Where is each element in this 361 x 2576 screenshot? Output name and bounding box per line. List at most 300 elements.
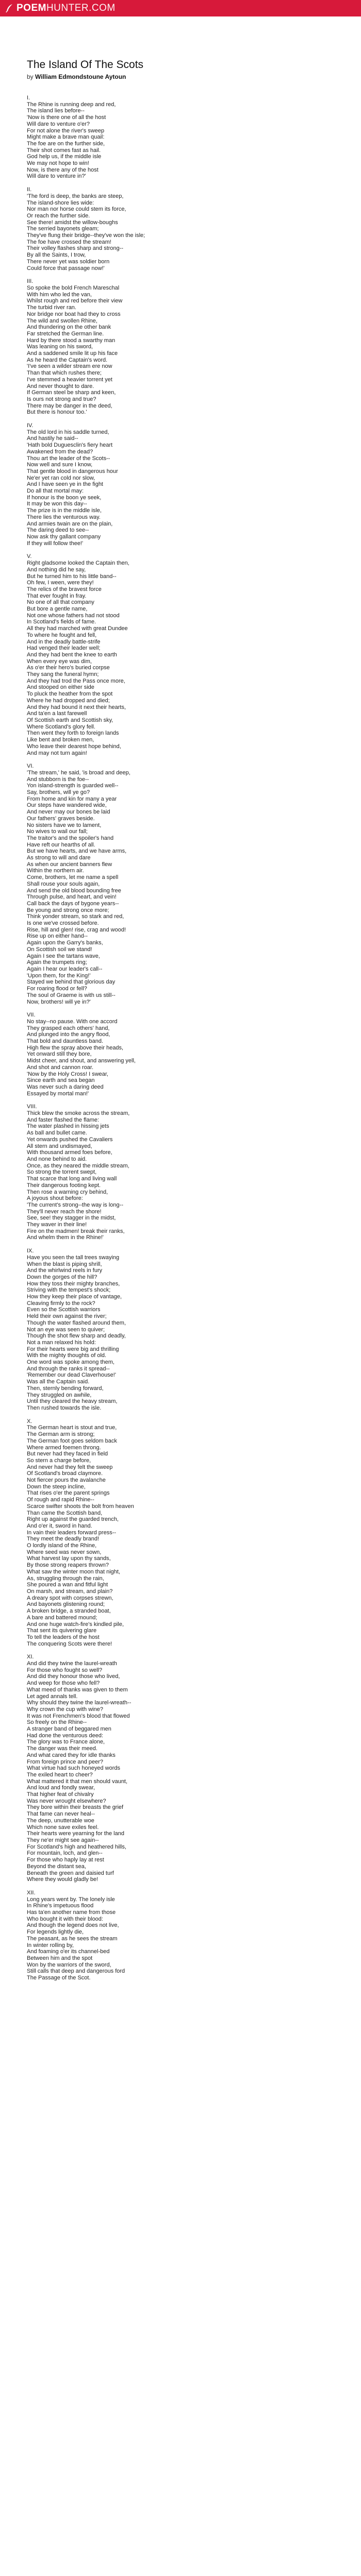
poem-line: No stay--no pause. With one accord: [27, 1018, 118, 1025]
poem-line: Will dare to venture in?': [27, 173, 86, 180]
poem-line: Than that which rushes there;: [27, 370, 102, 377]
poem-line: The danger was their meed.: [27, 1745, 97, 1752]
stanza-number: VI.: [27, 763, 34, 770]
poem-line: Ne'er yet ran cold nor slow,: [27, 474, 95, 481]
poem-line: What saw the winter moon that night,: [27, 1568, 120, 1575]
poem-title: The Island Of The Scots: [27, 59, 144, 71]
poem-line: The Passage of the Scot.: [27, 1975, 91, 1981]
stanza: [27, 763, 336, 1005]
poem-line: So spoke the bold French Mareschal: [27, 284, 120, 291]
poem-line: The German foot goes seldom back: [27, 1437, 117, 1444]
poem-line: For those who haply lay at rest: [27, 1857, 104, 1863]
poem-line: All they had marched with great Dundee: [27, 625, 128, 632]
poem-line: But there is honour too.': [27, 409, 87, 416]
poem-line: Though the water flashed around them,: [27, 1319, 126, 1326]
poem-line: There never yet was soldier born: [27, 258, 110, 265]
poem-line: Of Scottish earth and Scottish sky,: [27, 717, 113, 723]
poem-line: And plunged into the angry flood,: [27, 1031, 110, 1038]
poem-line: Have you seen the tall trees swaying: [27, 1254, 120, 1261]
poem-line: Do all that mortal may:: [27, 488, 84, 495]
poem-line: The foe are on the further side,: [27, 140, 105, 147]
poem-line: That ever fought in fray.: [27, 592, 87, 599]
poem-line: And ta'en a last farewell: [27, 710, 87, 717]
poem-line: As ball and bullet came.: [27, 1130, 87, 1137]
poem-line: Let aged annals tell.: [27, 1693, 78, 1700]
poem-line: Beneath the green and daisied turf: [27, 1870, 114, 1876]
poem-line: Hard by there stood a swarthy man: [27, 337, 116, 344]
poem-line: Of Scotland's broad claymore.: [27, 1470, 103, 1477]
poem-line: Was never such a daring deed: [27, 1083, 104, 1090]
poem-line: That bold and dauntless band.: [27, 1038, 104, 1045]
poem-line: If honour is the boon ye seek,: [27, 494, 102, 501]
poem-line: Thou art the leader of the Scots--: [27, 455, 110, 462]
poem-line: The exiled heart to cheer?: [27, 1771, 93, 1778]
poem-line: And a saddened smile lit up his face: [27, 350, 118, 357]
poem-line: And through the ranks it spread--: [27, 1365, 110, 1372]
poem-line: From home and kin for many a year: [27, 795, 117, 802]
poem-line: And in the deadly battle-strife: [27, 638, 101, 645]
poem-line: 'Remember our dead Claverhouse!': [27, 1372, 116, 1379]
poem-line: And loud and fondly swear,: [27, 1785, 95, 1791]
poem-line: I've stemmed a heavier torrent yet: [27, 376, 112, 383]
poem-line: Far stretched the German line.: [27, 330, 104, 337]
poem-line: Right gladsome looked the Captain then,: [27, 560, 129, 567]
poem-line: The German arm is strong;: [27, 1431, 95, 1438]
poem-line: Like bent and broken men,: [27, 737, 94, 743]
poem-line: Cleaving firmly to the rock?: [27, 1300, 95, 1307]
poem-line: Of rough and rapid Rhine--: [27, 1497, 94, 1503]
poem-line: 'The stream,' he said, 'is broad and deep,: [27, 769, 130, 776]
poem-line: And did they twine the laurel-wreath: [27, 1660, 117, 1667]
poem-line: It was not Frenchmen's blood that flowed: [27, 1713, 130, 1719]
poem-line: And though the legend does not live,: [27, 1922, 119, 1929]
stanza: [27, 1012, 336, 1097]
poem-line: By all the Saints, I trow,: [27, 252, 86, 259]
poem-line: Where he had dropped and died;: [27, 697, 110, 704]
poem-line: They've flung their bridge--they've won the isle;: [27, 232, 145, 239]
poem-line: The traitor's and the spoiler's hand: [27, 835, 114, 841]
poem-line: Again I hear our leader's call--: [27, 966, 103, 972]
stanza: [27, 1890, 336, 1981]
poem-line: The old lord in his saddle turned,: [27, 429, 109, 435]
poem-line: And foaming o'er its channel-bed: [27, 1948, 110, 1955]
poem-line: They bore within their breasts the grief: [27, 1804, 124, 1811]
poem-line: Was never wrought elsewhere?: [27, 1798, 106, 1804]
poem-line: Rise, hill and glen! rise, crag and wood!: [27, 926, 126, 933]
poem-line: A stranger band of beggared men: [27, 1726, 111, 1733]
stanza-number: IX.: [27, 1248, 34, 1255]
poem-line: To tell the leaders of the host: [27, 1634, 100, 1640]
stanza-number: VIII.: [27, 1104, 37, 1110]
poem-line: Within the northern air.: [27, 868, 84, 874]
poem-line: How they toss their mighty branches,: [27, 1280, 120, 1287]
poem-line: O lordly island of the Rhine,: [27, 1543, 97, 1549]
poem-line: Though the shot flew sharp and deadly,: [27, 1333, 126, 1340]
poem-line: Through pulse, and heart, and vein!: [27, 894, 117, 901]
poem-line: Won by the warriors of the sword,: [27, 1961, 111, 1968]
poem-line: The soul of Graeme is with us still--: [27, 992, 116, 998]
stanza-number: II.: [27, 187, 32, 193]
poem-line: Fire on the madmen! break their ranks,: [27, 1228, 125, 1234]
poem-line: On Scottish soil we stand!: [27, 946, 92, 953]
poem-line: If they will follow thee!': [27, 540, 84, 547]
poem-line: Say, brothers, will ye go?: [27, 789, 90, 796]
poem-line: We may not hope to win!: [27, 160, 89, 167]
poem-line: There lies the venturous way.: [27, 514, 101, 520]
poem-line: No one of all that company: [27, 599, 94, 606]
poem-line: And never thought to dare.: [27, 383, 94, 389]
poem-line: For not alone the river's sweep: [27, 127, 105, 134]
poem-line: And they had trod the Pass once more,: [27, 677, 125, 684]
poem-line: In Scotland's fields of fame.: [27, 619, 96, 625]
poem-line: The foe have crossed the stream!: [27, 239, 111, 245]
poem-line: With thousand armed foes before,: [27, 1149, 112, 1156]
poem-line: Will dare to venture o'er?: [27, 121, 90, 127]
poem-line: Not fiercer pours the avalanche: [27, 1477, 106, 1484]
poem-line: And may not turn again!: [27, 750, 87, 756]
poem-line: A bare and battered mound;: [27, 1614, 97, 1621]
poem-line: Still calls that deep and dangerous ford: [27, 1968, 125, 1975]
poem-line: For legends lightly die,: [27, 1929, 84, 1936]
poem-line: And stubborn is the foe--: [27, 776, 89, 783]
poem-line: Then rose a warning cry behind,: [27, 1189, 108, 1195]
poem-line: As when our ancient banners flew: [27, 861, 112, 868]
poem-line: The relics of the bravest force: [27, 586, 102, 592]
poem-line: The wild and swollen Rhine,: [27, 317, 97, 324]
poem-line: Where armed foemen throng.: [27, 1444, 101, 1451]
poem-line: For those who fought so well?: [27, 1667, 103, 1673]
poem-line: Held their own against the river;: [27, 1313, 107, 1320]
poem-line: And one huge watch-fire's kindled pile,: [27, 1621, 124, 1628]
poem-line: And did they honour those who lived,: [27, 1673, 120, 1680]
stanza: [27, 1104, 336, 1241]
poem-line: The peasant, as he sees the stream: [27, 1935, 118, 1942]
poem-line: Once, as they neared the middle stream,: [27, 1162, 129, 1169]
poem-line: Is one we've crossed before.: [27, 920, 99, 927]
stanza-number: X.: [27, 1418, 32, 1425]
poem-line: The conquering Scots were there!: [27, 1640, 112, 1647]
poem-line: That gentle blood in dangerous hour: [27, 468, 118, 474]
poem-line: Again the trumpets ring;: [27, 959, 87, 966]
poem-line: The island lies before--: [27, 108, 85, 114]
poem-line: Come, brothers, let me name a spell: [27, 874, 119, 881]
poem-line: To pluck the heather from the spot: [27, 691, 113, 698]
poem-line: As strong to will and dare: [27, 855, 91, 861]
poem-line: Think yonder stream, so stark and red,: [27, 913, 124, 920]
poem-line: Again upon the Garry's banks,: [27, 940, 103, 946]
poem-line: They sang the funeral hymn;: [27, 671, 99, 678]
poem-line: To where he fought and fell,: [27, 632, 97, 638]
poem-line: Now ask thy gallant company: [27, 534, 101, 540]
poem-line: Their volley flashes sharp and strong--: [27, 245, 124, 252]
poem-line: And stooped on either side: [27, 684, 94, 691]
poem-line: That sent its quivering glare: [27, 1628, 97, 1634]
poem-line: Who leave their dearest hope behind,: [27, 743, 121, 750]
poem-line: With him who led the van,: [27, 291, 92, 298]
poem-line: For Scotland's high and heathered hills,: [27, 1843, 126, 1850]
poem-line: As, struggling through the rain,: [27, 1575, 104, 1582]
poem-line: Down the steep incline,: [27, 1483, 86, 1490]
poem-line: As he heard the Captain's word.: [27, 357, 108, 363]
stanza: [27, 95, 336, 180]
poem-line: 'Upon them, for the King!': [27, 972, 91, 979]
poem-line: Where Scotland's glory fell.: [27, 723, 95, 730]
poem-line: And bayonets glistening round;: [27, 1601, 105, 1608]
poem-line: Which none save exiles feel.: [27, 1824, 99, 1831]
poem-line: Or reach the further side.: [27, 212, 90, 219]
poem-line: Now, brothers! will ye in?': [27, 998, 91, 1005]
poem-line: And never had they felt the sweep: [27, 1464, 113, 1470]
poem-line: Then, sternly bending forward,: [27, 1385, 104, 1392]
poem-line: But he turned him to his little band--: [27, 573, 117, 580]
poem-line: But bore a gentle name,: [27, 606, 88, 613]
poem-line: Until they cleared the heavy stream,: [27, 1398, 118, 1405]
poem-line: Be young and strong once more;: [27, 907, 109, 913]
author-name[interactable]: William Edmondstoune Aytoun: [35, 73, 126, 80]
poem-line: Is ours not strong and true?: [27, 396, 96, 402]
poem-line: And whelm them in the Rhine!': [27, 1234, 104, 1241]
poem-line: Then rushed towards the isle.: [27, 1405, 102, 1411]
poem-line: Was all the Captain said.: [27, 1379, 90, 1385]
poem-line: Where seed was never sown,: [27, 1549, 102, 1555]
poem-line: The island-shore lies wide:: [27, 199, 94, 206]
poem-line: The prize is in the middle isle,: [27, 507, 102, 514]
poem-line: A dreary spot with corpses strewn,: [27, 1595, 113, 1601]
poem-line: And they had bent the knee to earth: [27, 651, 117, 658]
poem-line: And they had bound it next their hearts,: [27, 704, 126, 710]
poem-line: See, see! they stagger in the midst,: [27, 1215, 116, 1222]
poem-line: Midst cheer, and shout, and answering yell,: [27, 1058, 136, 1064]
poem-line: And none behind to aid.: [27, 1156, 87, 1162]
poem-line: High flew the spray above their heads,: [27, 1044, 124, 1051]
poem-line: Down the gorges of the hill?: [27, 1274, 97, 1280]
poem-line: What mattered it that men should vaunt,: [27, 1778, 128, 1785]
poem-line: On marsh, and stream, and plain?: [27, 1588, 113, 1595]
poem-line: Who bought it with their blood:: [27, 1916, 103, 1922]
poem-line: Where they would gladly be!: [27, 1876, 99, 1883]
poem-line: If German steel be sharp and keen,: [27, 389, 116, 396]
poem-line: When every eye was dim,: [27, 658, 92, 665]
poem-line: Why crown the cup with wine?: [27, 1706, 103, 1713]
poem-line: Striving with the tempest's shock;: [27, 1287, 111, 1294]
stanza-number: IV.: [27, 422, 34, 429]
poem-line: Essayed by mortal man!': [27, 1090, 89, 1097]
poem-line: 'The ford is deep, the banks are steep,: [27, 193, 124, 199]
poem-line: The serried bayonets gleam;: [27, 226, 99, 232]
poem-line: Nor bridge nor boat had they to cross: [27, 311, 121, 317]
poem-line: With the mighty thoughts of old.: [27, 1352, 107, 1359]
poem-line: And what cared they for idle thanks: [27, 1752, 116, 1758]
poem-line: Rise up on either hand--: [27, 933, 88, 940]
stanza: [27, 422, 336, 547]
poem-line: Their dangerous footing kept.: [27, 1182, 101, 1189]
poem-line: In winter rolling by,: [27, 1942, 74, 1948]
poem-line: Our steps have wandered wide,: [27, 802, 107, 809]
poem-line: The glory was to France alone,: [27, 1739, 105, 1745]
stanza-number: XI.: [27, 1654, 34, 1660]
poem-line: The Rhine is running deep and red,: [27, 101, 116, 108]
stanza: [27, 1418, 336, 1648]
poem-line: What harvest lay upon thy sands,: [27, 1555, 111, 1562]
site-tld: HUNTER.COM: [46, 3, 116, 13]
poem-line: And hastily he said--: [27, 435, 78, 442]
poem-line: She poured a wan and fitful light: [27, 1582, 108, 1588]
poem-line: Between him and the spot: [27, 1955, 93, 1961]
poem-line: Have reft our hearths of all.: [27, 841, 95, 848]
poem-line: The water plashed in hissing jets: [27, 1123, 109, 1130]
poem-line: They grasped each others' hand,: [27, 1025, 110, 1031]
poem-line: Not a man relaxed his hold:: [27, 1339, 96, 1346]
poem-line: For mountain, loch, and glen--: [27, 1850, 103, 1857]
poem-line: The deep, unutterable woe: [27, 1817, 94, 1824]
poem-line: And armies twain are on the plain,: [27, 520, 113, 527]
poem-line: Nor man nor horse could stem its force,: [27, 206, 126, 213]
poem-line: Beyond the distant sea,: [27, 1863, 86, 1870]
poem-line: They waver in their line!: [27, 1222, 87, 1228]
poem-line: 'Now by the Holy Cross! I swear,: [27, 1071, 108, 1077]
poem-line: Yet onwards pushed the Cavaliers: [27, 1136, 113, 1143]
by-label: by: [27, 73, 34, 80]
poem-line: Had done the venturous deed:: [27, 1732, 104, 1739]
poem-line: Why should they twine the laurel-wreath--: [27, 1700, 132, 1706]
poem-line: And the whirlwind reels in fury: [27, 1267, 103, 1274]
stanza: [27, 553, 336, 756]
poem-line: Could force that passage now!': [27, 265, 105, 272]
poem-line: Not an eye was seen to quiver;: [27, 1326, 105, 1333]
poem-line: For their hearts were big and thrilling: [27, 1346, 119, 1352]
poem-line: And shot and cannon roar.: [27, 1064, 94, 1071]
stanza: [27, 1654, 336, 1883]
poem-line: Has ta'en another name from those: [27, 1909, 116, 1916]
stanza-number: III.: [27, 278, 34, 285]
poem-line: Than came the Scottish band,: [27, 1510, 103, 1516]
quill-icon: [5, 4, 13, 13]
poem-line: One word was spoke among them,: [27, 1359, 114, 1366]
byline: [27, 73, 336, 80]
site-header: [0, 0, 361, 16]
poem-line: 'Hath bold Duguesclin's fiery heart: [27, 442, 113, 449]
poem-line: For roaring flood or fell?: [27, 986, 87, 992]
poem-line: Even so the Scottish warriors: [27, 1307, 101, 1313]
poem-line: Since earth and sea began: [27, 1077, 95, 1084]
poem-line: No sisters have we to lament,: [27, 822, 102, 828]
poem-line: What virtue had such honeyed words: [27, 1765, 120, 1772]
poem-line: And weep for those who fell?: [27, 1680, 100, 1687]
poem-line: Then went they forth to foreign lands: [27, 730, 119, 737]
poem-line: From foreign prince and peer?: [27, 1758, 103, 1765]
poem-line: And o'er it, sword in hand.: [27, 1522, 92, 1529]
poem-line: So freely on the Rhine--: [27, 1719, 87, 1726]
poem-line: Now well and sure I know,: [27, 462, 93, 468]
stanza-number: XII.: [27, 1889, 36, 1896]
site-name: POEM: [17, 3, 46, 13]
poem-line: Their shot comes fast as hail.: [27, 147, 101, 154]
poem-line: Call back the days of bygone years--: [27, 900, 119, 907]
poem-line: 'Now is there one of all the host: [27, 114, 106, 121]
poem-line: And I have seen ye in the fight: [27, 481, 103, 488]
poem-line: And nothing did he say,: [27, 566, 86, 573]
poem-article: [27, 59, 336, 1988]
stanza-number: V.: [27, 553, 32, 560]
poem-line: When the blast is piping shrill,: [27, 1261, 102, 1267]
poem-line: That fame can never heal--: [27, 1811, 95, 1818]
poem-line: That rises o'er the parent springs: [27, 1490, 110, 1497]
poem-line: Yon island-strength is guarded well--: [27, 783, 119, 789]
poem-line: The German heart is stout and true,: [27, 1425, 117, 1431]
poem-line: All stern and undismayed,: [27, 1143, 92, 1149]
poem-line: And never may our bones be laid: [27, 809, 110, 816]
poem-line: God help us, if the middle isle: [27, 154, 102, 160]
stanza: [27, 187, 336, 272]
poem-line: And thundering on the other bank: [27, 324, 111, 331]
poem-line: Our fathers' graves beside.: [27, 815, 95, 822]
poem-line: But never had they faced in field: [27, 1451, 108, 1458]
poem-line: Not one whose fathers had not stood: [27, 612, 120, 619]
poem-line: They meet the deadly brand!: [27, 1536, 100, 1543]
poem-line: What meed of thanks was given to them: [27, 1686, 128, 1693]
poem-line: Scarce swifter shoots the bolt from heaven: [27, 1503, 134, 1510]
stanza-number: I.: [27, 95, 30, 101]
poem-line: The daring deed to see--: [27, 527, 89, 534]
poem-body: [27, 95, 336, 1981]
poem-line: That higher feat of chivalry: [27, 1791, 94, 1798]
site-logo[interactable]: [5, 3, 116, 14]
poem-line: They ne'er might see again--: [27, 1837, 99, 1843]
poem-line: Shall rouse your souls again,: [27, 880, 100, 887]
poem-line: Had venged their leader well;: [27, 645, 101, 652]
poem-line: In vain their leaders forward press--: [27, 1529, 117, 1536]
poem-line: Now, is there any of the host: [27, 166, 99, 173]
poem-line: Thick blew the smoke across the stream,: [27, 1110, 130, 1117]
poem-line: That scarce that long and living wall: [27, 1176, 117, 1182]
poem-line: Again I see the tartans wave,: [27, 953, 100, 959]
poem-line: And faster flashed the flame:: [27, 1116, 100, 1123]
poem-line: Oh few, I ween, were they!: [27, 580, 94, 586]
poem-line: Whilst rough and red before their view: [27, 298, 123, 304]
poem-line: 'The current's strong--the way is long--: [27, 1201, 123, 1208]
poem-line: As o'er their hero's buried corpse: [27, 665, 110, 671]
poem-line: Their hearts were yearning for the land: [27, 1831, 124, 1837]
poem-line: How they keep their place of vantage,: [27, 1294, 122, 1300]
poem-line: Yet onward still they bore,: [27, 1051, 92, 1058]
poem-line: They struggled on awhile,: [27, 1392, 92, 1398]
poem-line: The turbid river ran.: [27, 304, 76, 311]
poem-line: Was leaning on his sword,: [27, 344, 93, 350]
stanza-number: VII.: [27, 1012, 36, 1019]
poem-line: Long years went by. The lonely isle: [27, 1896, 115, 1903]
poem-line: So stern a charge before,: [27, 1457, 91, 1464]
poem-line: A broken bridge, a stranded boat,: [27, 1608, 111, 1615]
poem-line: It may be won this day--: [27, 501, 87, 507]
stanza: [27, 1248, 336, 1412]
poem-line: Right up against the guarded trench,: [27, 1516, 119, 1523]
poem-line: In Rhine's impetuous flood: [27, 1903, 94, 1909]
poem-line: But we have hearts, and we have arms,: [27, 848, 127, 855]
poem-line: Awakened from the dead?: [27, 448, 93, 455]
poem-line: Might make a brave man quail:: [27, 134, 105, 141]
poem-line: There may be danger in the deed,: [27, 402, 112, 409]
poem-line: So strong the torrent swept,: [27, 1169, 97, 1176]
poem-line: By those strong reapers thrown?: [27, 1562, 109, 1569]
stanza: [27, 278, 336, 416]
poem-line: A joyous shout before:: [27, 1195, 83, 1202]
poem-line: And send the old blood bounding free: [27, 887, 121, 894]
poem-line: Stayed we behind that glorious day: [27, 979, 116, 986]
poem-line: 'I've seen a wilder stream ere now: [27, 363, 112, 370]
poem-line: No wives to wail our fall;: [27, 828, 88, 835]
poem-line: They'll never reach the shore!: [27, 1208, 102, 1215]
poem-line: See there! amidst the willow-boughs: [27, 219, 118, 226]
